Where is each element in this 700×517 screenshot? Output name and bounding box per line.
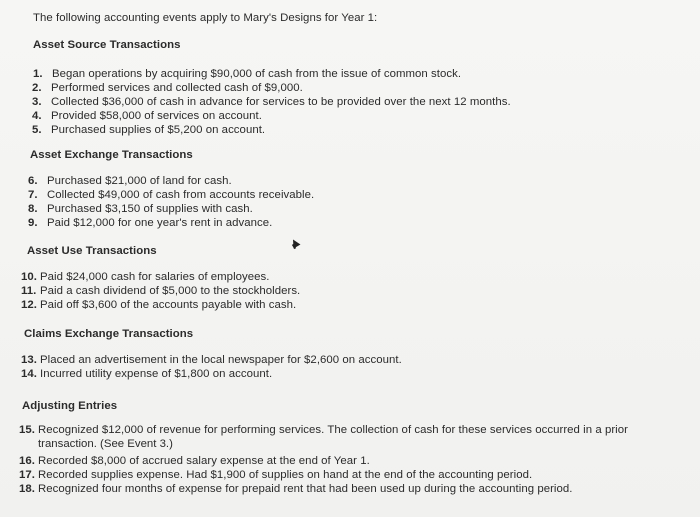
list-item [32,95,511,109]
section-title-adjusting-entries: Adjusting Entries [22,400,118,412]
list-item [21,298,296,312]
item-number: 12. [21,299,37,311]
list-item [28,174,232,188]
section-title-asset-use: Asset Use Transactions [27,245,157,257]
item-text: Provided $58,000 of services on account. [51,110,262,122]
list-item [21,284,300,298]
item-text: Paid $24,000 cash for salaries of employees. [40,271,270,283]
list-item [32,123,265,137]
intro-text: The following accounting events apply to Mary's Designs for Year 1: [33,12,378,24]
section-title-asset-source: Asset Source Transactions [33,39,181,51]
list-item [21,353,402,367]
list-item [21,270,270,284]
item-text: Began operations by acquiring $90,000 of cash from the issue of common stock. [52,68,462,80]
list-item [28,188,314,202]
item-number: 10. [21,271,37,283]
item-number: 7. [28,189,38,201]
item-text: Collected $36,000 of cash in advance for services to be provided over the next 12 months. [51,96,511,108]
item-number: 4. [32,110,42,122]
list-item [21,367,272,381]
item-text: Collected $49,000 of cash from accounts receivable. [47,189,315,201]
item-number: 14. [21,368,37,380]
item-text: Performed services and collected cash of $9,000. [51,82,303,94]
item-number: 8. [28,203,38,215]
item-number: 3. [32,96,42,108]
list-item [32,109,262,123]
section-title-asset-exchange: Asset Exchange Transactions [30,149,193,161]
item-text: Recognized $12,000 of revenue for performing services. The collection of cash for these services occurred in a prior [38,424,628,436]
item-text: Paid $12,000 for one year's rent in advance. [47,217,273,229]
section-title-claims-exchange: Claims Exchange Transactions [24,328,194,340]
item-text: Recorded supplies expense. Had $1,900 of supplies on hand at the end of the accounting period. [38,469,533,481]
list-item [28,216,272,230]
item-number: 17. [19,469,35,481]
item-number: 1. [33,68,43,80]
list-item [32,81,303,95]
item-text: Purchased $21,000 of land for cash. [47,175,232,187]
item-number: 18. [19,483,35,495]
item-number: 15. [19,424,35,436]
list-item [33,67,461,81]
item-text-continuation: transaction. (See Event 3.) [38,438,173,450]
list-item [19,423,628,437]
item-text: Placed an advertisement in the local newspaper for $2,600 on account. [40,354,402,366]
item-text: Recognized four months of expense for prepaid rent that had been used up during the accounting period. [38,483,573,495]
list-item [28,202,253,216]
item-text: Paid off $3,600 of the accounts payable with cash. [40,299,297,311]
item-number: 16. [19,455,35,467]
item-number: 11. [21,285,37,297]
item-text: Purchased supplies of $5,200 on account. [51,124,266,136]
item-text: Incurred utility expense of $1,800 on account. [40,368,273,380]
list-item [19,482,573,496]
item-number: 13. [21,354,37,366]
item-number: 9. [28,217,38,229]
item-text: Paid a cash dividend of $5,000 to the stockholders. [40,285,301,297]
list-item [19,468,532,482]
item-text: Recorded $8,000 of accrued salary expense at the end of Year 1. [38,455,370,467]
item-number: 5. [32,124,42,136]
item-text: Purchased $3,150 of supplies with cash. [47,203,253,215]
list-item [19,454,370,468]
item-number: 2. [32,82,42,94]
item-number: 6. [28,175,38,187]
